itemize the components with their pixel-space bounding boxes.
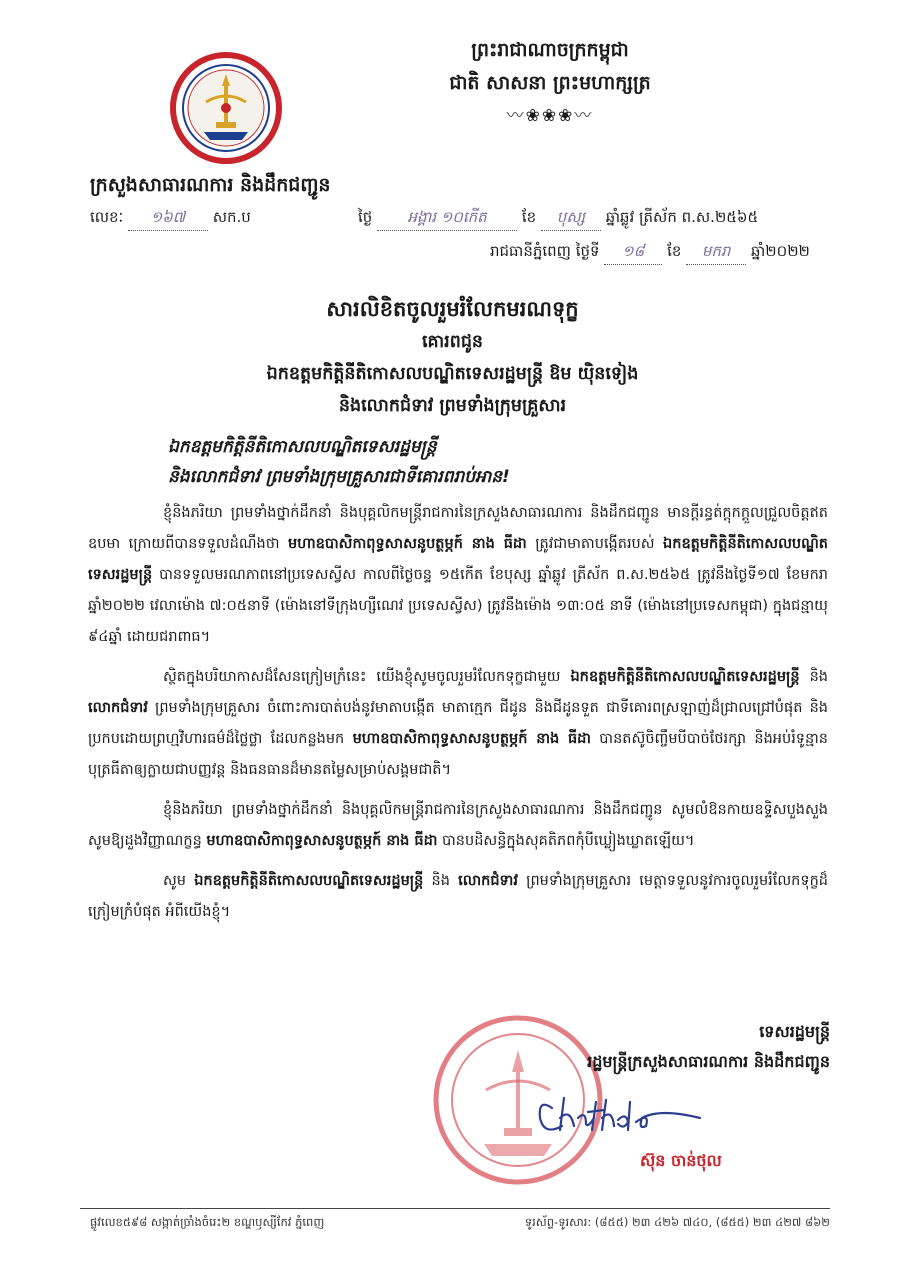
salutation-line-1: ឯកឧត្តមកិត្តិនីតិកោសលបណ្ឌិតទេសរដ្ឋមន្ត្រី [168, 437, 437, 457]
lunar-day-prefix: ថ្ងៃ [358, 208, 373, 226]
p2-text-c: និង [799, 669, 828, 685]
body-paragraph-3 [88, 795, 828, 857]
handwritten-signature-icon [530, 1078, 710, 1148]
letter-title-block [120, 292, 785, 422]
p3-deceased-name: មហាឧបាសិកាពុទ្ធសាសនូបត្ថម្ភក៍ នាង ធីដា [206, 833, 438, 849]
p3-text-a: ខ្ញុំនិងភរិយា ព្រមទាំងថ្នាក់ដឹកនាំ និងបុគ្គលិកមន្ត្រីរាជការនៃក្រសួងសាធារណការ និងដឹកជញ្ជូន សូមលំឱនកាយឧទ្ទិសបួងសួង សូមឱ្យដួងវិញ្ញាណក្ខន្ធ [88, 802, 828, 849]
footer-address: ផ្លូវលេខ៥៩៨ សង្កាត់ច្រាំងចំរេះ២ ខណ្ឌឫស្សីកែវ ភ្នំពេញ [90, 1215, 325, 1229]
p4-text-a: សូម [163, 873, 195, 889]
reference-label: លេខៈ [90, 208, 124, 226]
kingdom-title: ព្រះរាជាណាចក្រកម្ពុជា [471, 39, 629, 61]
footer-divider [80, 1208, 830, 1209]
body-paragraph-4 [88, 866, 828, 928]
salutation [168, 432, 510, 492]
reference-number-line [90, 208, 251, 231]
ministry-name: ក្រសួងសាធារណការ និងដឹកជញ្ជូន [90, 174, 331, 196]
recipient-family: និងលោកជំទាវ ព្រមទាំងក្រុមគ្រួសារ [338, 396, 567, 416]
date-year: ឆ្នាំ២០២២ [750, 242, 810, 260]
p2-recipient-title: ឯកឧត្តមកិត្តិនីតិកោសលបណ្ឌិតទេសរដ្ឋមន្ត្រី [570, 669, 800, 685]
signature-title-block [587, 1017, 830, 1077]
lunar-month-prefix: ខែ [521, 208, 537, 226]
national-motto: ជាតិ សាសនា ព្រះមហាក្សត្រ [449, 72, 651, 94]
date-month: មករា [686, 242, 746, 265]
p1-text-a: ខ្ញុំនិងភរិយា ព្រមទាំងថ្នាក់ដឹកនាំ និងបុគ្គលិកមន្ត្រីរាជការនៃក្រសួងសាធារណការ និងដឹកជញ្ជូន មានក្ដីរន្ធត់ក្ដុកក្ដួលជ្រួលចិត្តឥតឧបមា ក្រោយពីបានទទួលដំណឹងថា [88, 505, 828, 552]
senior-minister-title: ទេសរដ្ឋមន្ត្រី [759, 1022, 830, 1041]
recipient-name: ឯកឧត្តមកិត្តិនីតិកោសលបណ្ឌិតទេសរដ្ឋមន្ត្រី ឱម យ៉ិនទៀង [266, 364, 639, 384]
place-date-line [490, 242, 810, 265]
p2-text-g: បានតស៊ូចិញ្ចឹមបីបាច់ថែរក្សា និងអប់រំទូន្មានបុត្រធីតាឲ្យក្លាយជាបញ្ញវន្ត និងធនធានដ៏មានតម្លៃសម្រាប់សង្គមជាតិ។ [88, 731, 829, 778]
p1-recipient-title: ឯកឧត្តមកិត្តិនីតិកោសលបណ្ឌិតទេសរដ្ឋមន្ត្រី [88, 536, 828, 583]
kingdom-header [360, 34, 740, 133]
salutation-line-2: និងលោកជំទាវ ព្រមទាំងក្រុមគ្រួសារជាទីគោរពរាប់អាន! [168, 467, 510, 487]
minister-title: រដ្ឋមន្ត្រីក្រសួងសាធារណការ និងដឹកជញ្ជូន [587, 1052, 830, 1071]
ministry-seal-logo-icon [170, 52, 282, 164]
p4-text-c: និង [423, 873, 459, 889]
lunar-year: ឆ្នាំឆ្លូវ ត្រីស័ក ព.ស.២៥៦៥ [605, 208, 759, 226]
p2-deceased-name: មហាឧបាសិកាពុទ្ធសាសនូបត្ថម្ភក៍ នាង ធីដា [352, 731, 591, 747]
reference-suffix: សក.ប [212, 208, 251, 226]
p4-recipient-title: ឯកឧត្តមកិត្តិនីតិកោសលបណ្ឌិតទេសរដ្ឋមន្ត្រី [194, 873, 424, 889]
letter-body [88, 498, 828, 937]
date-month-prefix: ខែ [667, 242, 682, 260]
lunar-day: អង្គារ ១០កើត [377, 208, 517, 231]
lunar-month: បុស្ស [541, 208, 601, 231]
place-date-prefix: រាជធានីភ្នំពេញ ថ្ងៃទី [490, 242, 600, 260]
body-paragraph-2 [88, 662, 828, 786]
letter-title: សារលិខិតចូលរួមរំលែកមរណទុក្ខ [326, 297, 579, 321]
p4-text-e: ព្រមទាំងក្រុមគ្រួសារ មេត្តាទទួលនូវការចូលរួមរំលែកទុក្ខដ៏ក្រៀមក្រំបំផុត អំពីយើងខ្ញុំ។ [88, 873, 828, 920]
p2-lok-chumteav: លោកជំទាវ [88, 700, 148, 716]
p1-deceased-name: មហាឧបាសិកាពុទ្ធសាសនូបត្ថម្ភក៍ នាង ធីដា [288, 536, 527, 552]
date-day: ១៨ [604, 242, 662, 265]
body-paragraph-1 [88, 498, 828, 653]
p1-text-c: ត្រូវជាមាតាបង្កើតរបស់ [526, 536, 664, 552]
p2-text-e: ព្រមទាំងក្រុមគ្រួសារ ចំពោះការបាត់បង់នូវមាតាបង្កើត មាតាក្មេក ជីដូន និងជីដូនទួត ជាទីគោរពស្រឡាញ់ដ៏ជ្រាលជ្រៅបំផុត និងប្រកបដោយព្រហ្មវិហារធម៌ដ៏ថ្លៃថ្លា ដែលកន្លងមក [88, 700, 828, 747]
reference-number: ១៦៧ [128, 208, 208, 231]
p2-text-a: ស្ថិតក្នុងបរិយាកាសដ៏សែនក្រៀមក្រំនេះ យើងខ្ញុំសូមចូលរួមរំលែកទុក្ខជាមួយ [163, 669, 571, 685]
lunar-date-line [358, 208, 758, 231]
respectfully-to: គោរពជូន [421, 332, 484, 352]
p3-text-c: បានបដិសន្ធិក្នុងសុគតិភពកុំបីឃ្លៀងឃ្លាតឡើយ។ [437, 833, 695, 849]
ornament-divider: 〰❀❀❀〰 [506, 106, 594, 126]
footer-phone: ទូរស័ព្ទ-ទូរសារ: (៨៥៥) ២៣ ៤២៦ ៧៤០, (៨៥៥) ២៣ ៤២៧ ៨៦២ [524, 1215, 830, 1229]
signer-name: ស៊ុន ចាន់ថុល [640, 1151, 722, 1170]
p4-lok-chumteav: លោកជំទាវ [458, 873, 518, 889]
p1-text-e: បានទទួលមរណភាពនៅប្រទេសស្វីស កាលពីថ្ងៃចន្ទ ១៥កើត ខែបុស្ស ឆ្នាំឆ្លូវ ត្រីស័ក ព.ស.២៥៦៥ ត្រូវនឹងថ្ងៃទី១៧ ខែមករា ឆ្នាំ២០២២ វេលាម៉ោង ៧:០៥នាទី (ម៉ោងនៅទីក្រុងហ្សឺណេវ ប្រទេសស្វីស) ត្រូវនឹងម៉ោង ១៣:០៥ នាទី (ម៉ោងនៅប្រទេសកម្ពុជា) ក្នុងជន្មាយុ ៩៤ឆ្នាំ ដោយជរាពាធ។ [88, 567, 828, 645]
